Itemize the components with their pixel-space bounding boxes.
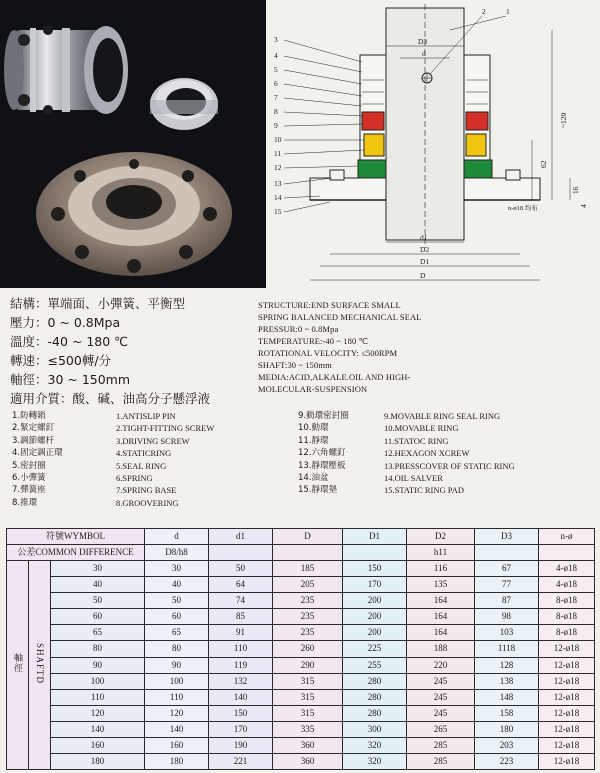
part-item: 13.PRESSCOVER OF STATIC RING [384, 460, 515, 471]
part-item: 14.油盆 [298, 473, 329, 484]
table-cell: 74 [209, 593, 273, 609]
tol-d1 [209, 545, 273, 561]
table-cell: 170 [209, 721, 273, 737]
table-cell: 315 [273, 673, 343, 689]
table-cell: 220 [407, 657, 475, 673]
table-cell: 65 [145, 625, 209, 641]
product-photo [0, 0, 266, 288]
table-row [7, 657, 595, 673]
parts-list-cn-2 [298, 410, 349, 497]
part-item: 3.調節螺杆 [12, 435, 55, 446]
tol-D1 [343, 545, 407, 561]
part-item: 8.GROOVERING [116, 497, 179, 508]
static-ring [150, 78, 218, 130]
table-cell: 1118 [475, 641, 539, 657]
table-cell: 223 [475, 753, 539, 769]
spec-en-line: SHAFT:30 ~ 150mm [258, 360, 332, 370]
callout-8: 8 [274, 107, 278, 116]
table-cell: 200 [343, 593, 407, 609]
table-cell: 50 [145, 593, 209, 609]
table-cell: 280 [343, 689, 407, 705]
part-item: 7.彈簧座 [12, 485, 46, 496]
part-item: 15.靜環墊 [298, 485, 338, 496]
dim-D: D [420, 271, 426, 280]
table-cell: 265 [407, 721, 475, 737]
shaft-size-cell: 100 [51, 673, 145, 689]
spec-temperature-cn: 溫度：-40 ~ 180 ℃ [10, 334, 129, 349]
part-item: 5.密封圈 [12, 460, 46, 471]
table-cell: 255 [343, 657, 407, 673]
parts-list-en-2 [384, 410, 515, 497]
part-item: 2.緊定螺釘 [12, 423, 55, 434]
table-cell: 205 [273, 577, 343, 593]
table-row [7, 609, 595, 625]
table-cell: 320 [343, 753, 407, 769]
table-cell: 245 [407, 689, 475, 705]
callout-4: 4 [274, 51, 278, 60]
table-cell: 285 [407, 737, 475, 753]
part-item: 10.MOVABLE RING [384, 423, 459, 434]
table-cell: 160 [145, 737, 209, 753]
table-cell: 87 [475, 593, 539, 609]
part-item: 3.DRIVING SCREW [116, 435, 190, 446]
table-cell: 4-ø18 [539, 577, 595, 593]
table-cell: 80 [145, 641, 209, 657]
table-row [7, 561, 595, 577]
table-cell: 360 [273, 737, 343, 753]
callout-15: 15 [274, 207, 282, 216]
shaft-size-cell: 40 [51, 577, 145, 593]
part-item: 4.固定調正環 [12, 448, 63, 459]
table-cell: 128 [475, 657, 539, 673]
table-cell: 280 [343, 673, 407, 689]
table-cell: 235 [273, 593, 343, 609]
sectional-drawing [270, 0, 600, 290]
table-cell: 290 [273, 657, 343, 673]
table-cell: 8-ø18 [539, 625, 595, 641]
dim-62: 62 [539, 160, 548, 168]
table-cell: 245 [407, 673, 475, 689]
callout-1: 1 [506, 7, 510, 16]
product-photo-panel [0, 0, 266, 288]
table-row [7, 625, 595, 641]
table-cell: 170 [343, 577, 407, 593]
table-cell: 77 [475, 577, 539, 593]
table-cell: 180 [475, 721, 539, 737]
dim-D3: D3 [418, 37, 428, 46]
part-item: 10.動環 [298, 423, 329, 434]
tol-D [273, 545, 343, 561]
table-cell: 235 [273, 609, 343, 625]
table-cell: 190 [209, 737, 273, 753]
dim-holes: n-ø18 均布 [508, 205, 538, 212]
table-cell: 315 [273, 689, 343, 705]
dim-120: ~120 [559, 112, 568, 128]
tol-D3 [475, 545, 539, 561]
table-cell: 98 [475, 609, 539, 625]
spec-pressure-cn: 壓力：0 ~ 0.8Mpa [10, 315, 121, 330]
table-cell: 64 [209, 577, 273, 593]
table-cell: 12-ø18 [539, 641, 595, 657]
table-row [7, 721, 595, 737]
shaft-label-en-text: SHAFTD [35, 642, 45, 684]
part-item: 9.MOVABLE RING SEAL RING [384, 411, 501, 421]
col-header-d: d [145, 529, 209, 545]
callout-9: 9 [274, 121, 278, 130]
table-row [7, 673, 595, 689]
tolerance-row [7, 545, 595, 561]
shaft-size-cell: 120 [51, 705, 145, 721]
table-cell: 85 [209, 609, 273, 625]
col-header-d1: d1 [209, 529, 273, 545]
spec-list-chinese [10, 294, 260, 408]
spec-en-line: SPRING BALANCED MECHANICAL SEAL [258, 312, 422, 322]
part-item: 6.小彈簧 [12, 473, 46, 484]
table-cell: 4-ø18 [539, 561, 595, 577]
table-cell: 135 [407, 577, 475, 593]
spec-en-line: MEDIA:ACID,ALKALE.OIL AND HIGH- [258, 372, 411, 382]
table-cell: 8-ø18 [539, 609, 595, 625]
shaft-size-cell: 140 [51, 721, 145, 737]
table-cell: 225 [343, 641, 407, 657]
table-cell: 12-ø18 [539, 737, 595, 753]
table-cell: 119 [209, 657, 273, 673]
spec-en-line: PRESSUR:0 ~ 0.8Mpa [258, 324, 339, 334]
part-item: 1.防轉銷 [12, 411, 46, 421]
table-row [7, 705, 595, 721]
table-cell: 140 [209, 689, 273, 705]
table-cell: 285 [407, 753, 475, 769]
table-header-row [7, 529, 595, 545]
table-cell: 200 [343, 609, 407, 625]
shaft-size-cell: 50 [51, 593, 145, 609]
callout-14: 14 [274, 193, 282, 202]
spec-shaft-cn: 軸徑：30 ~ 150mm [10, 372, 131, 387]
table-cell: 188 [407, 641, 475, 657]
table-cell: 150 [209, 705, 273, 721]
col-header-D1: D1 [343, 529, 407, 545]
table-cell: 221 [209, 753, 273, 769]
table-cell: 12-ø18 [539, 721, 595, 737]
part-item: 5.SEAL RING [116, 460, 167, 471]
shaft-size-cell: 60 [51, 609, 145, 625]
table-cell: 200 [343, 625, 407, 641]
table-cell: 320 [343, 737, 407, 753]
table-cell: 140 [145, 721, 209, 737]
table-cell: 12-ø18 [539, 657, 595, 673]
part-item: 7.SPRING BASE [116, 485, 177, 496]
spec-list-english [258, 299, 598, 395]
table-cell: 360 [273, 753, 343, 769]
tol-D2: h11 [407, 545, 475, 561]
table-cell: 235 [273, 625, 343, 641]
table-row [7, 577, 595, 593]
table-cell: 164 [407, 593, 475, 609]
table-row [7, 641, 595, 657]
table-cell: 116 [407, 561, 475, 577]
col-header-D3: D3 [475, 529, 539, 545]
table-cell: 138 [475, 673, 539, 689]
part-item: 13.靜環壓板 [298, 460, 346, 471]
spec-speed-cn: 轉速：≤500轉/分 [10, 353, 112, 368]
table-cell: 90 [145, 657, 209, 673]
part-item: 9.動環密封圈 [298, 411, 349, 421]
dim-d1: d1 [420, 233, 428, 242]
table-cell: 12-ø18 [539, 673, 595, 689]
table-cell: 50 [209, 561, 273, 577]
table-cell: 8-ø18 [539, 593, 595, 609]
shaft-label-cn [7, 561, 29, 770]
dim-D1: D1 [420, 257, 430, 266]
part-item: 6.SPRING [116, 473, 153, 484]
dimension-table [6, 528, 594, 770]
symbol-label: 符號WYMBOL [7, 529, 145, 545]
shaft-label-cn-text: 軸徑 [13, 653, 23, 674]
table-cell: 164 [407, 625, 475, 641]
callout-5: 5 [274, 65, 278, 74]
part-item: 15.STATIC RING PAD [384, 485, 465, 496]
table-cell: 315 [273, 705, 343, 721]
table-cell: 203 [475, 737, 539, 753]
table-cell: 180 [145, 753, 209, 769]
tol-n [539, 545, 595, 561]
table-cell: 40 [145, 577, 209, 593]
table-row [7, 593, 595, 609]
dim-16: 16 [571, 186, 580, 194]
callout-3: 3 [274, 35, 278, 44]
shaft-size-cell: 80 [51, 641, 145, 657]
shaft-size-cell: 65 [51, 625, 145, 641]
shaft-size-cell: 110 [51, 689, 145, 705]
table-cell: 120 [145, 705, 209, 721]
table-cell: 260 [273, 641, 343, 657]
table-cell: 12-ø18 [539, 753, 595, 769]
part-item: 14.OIL SALVER [384, 473, 443, 484]
assembled-seal [4, 25, 128, 115]
parts-list-cn-1 [12, 410, 63, 509]
table-cell: 12-ø18 [539, 705, 595, 721]
flange-plate [36, 152, 232, 276]
table-cell: 100 [145, 673, 209, 689]
shaft-size-cell: 180 [51, 753, 145, 769]
table-row [7, 753, 595, 769]
dim-d: d [422, 49, 426, 58]
table-cell: 150 [343, 561, 407, 577]
table-cell: 110 [209, 641, 273, 657]
callout-2: 2 [482, 7, 486, 16]
dim-D2: D2 [420, 245, 430, 254]
shaft-size-cell: 90 [51, 657, 145, 673]
table-cell: 148 [475, 689, 539, 705]
shaft-size-cell: 30 [51, 561, 145, 577]
spec-en-line: ROTATIONAL VELOCITY: ≤500RPM [258, 348, 398, 358]
spec-en-line: MOLECULAR-SUSPENSION [258, 384, 368, 394]
table-cell: 91 [209, 625, 273, 641]
table-cell: 300 [343, 721, 407, 737]
callout-10: 10 [274, 135, 282, 144]
spec-structure-cn: 結構：單端面、小彈簧、平衡型 [10, 296, 186, 311]
table-cell: 280 [343, 705, 407, 721]
table-cell: 335 [273, 721, 343, 737]
table-cell: 110 [145, 689, 209, 705]
col-header-n: n-ø [539, 529, 595, 545]
table-row [7, 689, 595, 705]
shaft-size-cell: 160 [51, 737, 145, 753]
callout-11: 11 [274, 149, 282, 158]
callout-7: 7 [274, 93, 278, 102]
part-item: 12.HEXAGON XCREW [384, 448, 470, 459]
part-item: 1.ANTISLIP PIN [116, 411, 176, 421]
table-cell: 185 [273, 561, 343, 577]
table-cell: 60 [145, 609, 209, 625]
part-item: 12.六角螺釘 [298, 448, 346, 459]
part-item: 11.STATOC RING [384, 435, 449, 446]
table-cell: 67 [475, 561, 539, 577]
spec-media-cn: 適用介質：酸、碱、油高分子懸浮液 [10, 391, 211, 406]
part-item: 8.推環 [12, 497, 38, 508]
callout-12: 12 [274, 163, 282, 172]
col-header-D: D [273, 529, 343, 545]
part-item: 4.STATICRING [116, 448, 172, 459]
table-row [7, 737, 595, 753]
diff-label: 公差COMMON DIFFERENCE [7, 545, 145, 561]
table-cell: 103 [475, 625, 539, 641]
callout-6: 6 [274, 79, 278, 88]
part-item: 11.靜環 [298, 435, 329, 446]
tol-d: D8/h8 [145, 545, 209, 561]
parts-list-en-1 [116, 410, 214, 509]
dim-4: 4 [579, 204, 588, 208]
part-item: 2.TIGHT-FITTING SCREW [116, 423, 215, 434]
table-cell: 158 [475, 705, 539, 721]
table-cell: 30 [145, 561, 209, 577]
spec-en-line: TEMPERATURE:-40 ~ 180 ℃ [258, 336, 369, 346]
spec-en-line: STRUCTURE:END SURFACE SMALL [258, 300, 401, 310]
callout-13: 13 [274, 179, 282, 188]
table-cell: 132 [209, 673, 273, 689]
table-cell: 12-ø18 [539, 689, 595, 705]
col-header-D2: D2 [407, 529, 475, 545]
shaft-label-en [29, 561, 51, 770]
table-cell: 245 [407, 705, 475, 721]
table-cell: 164 [407, 609, 475, 625]
